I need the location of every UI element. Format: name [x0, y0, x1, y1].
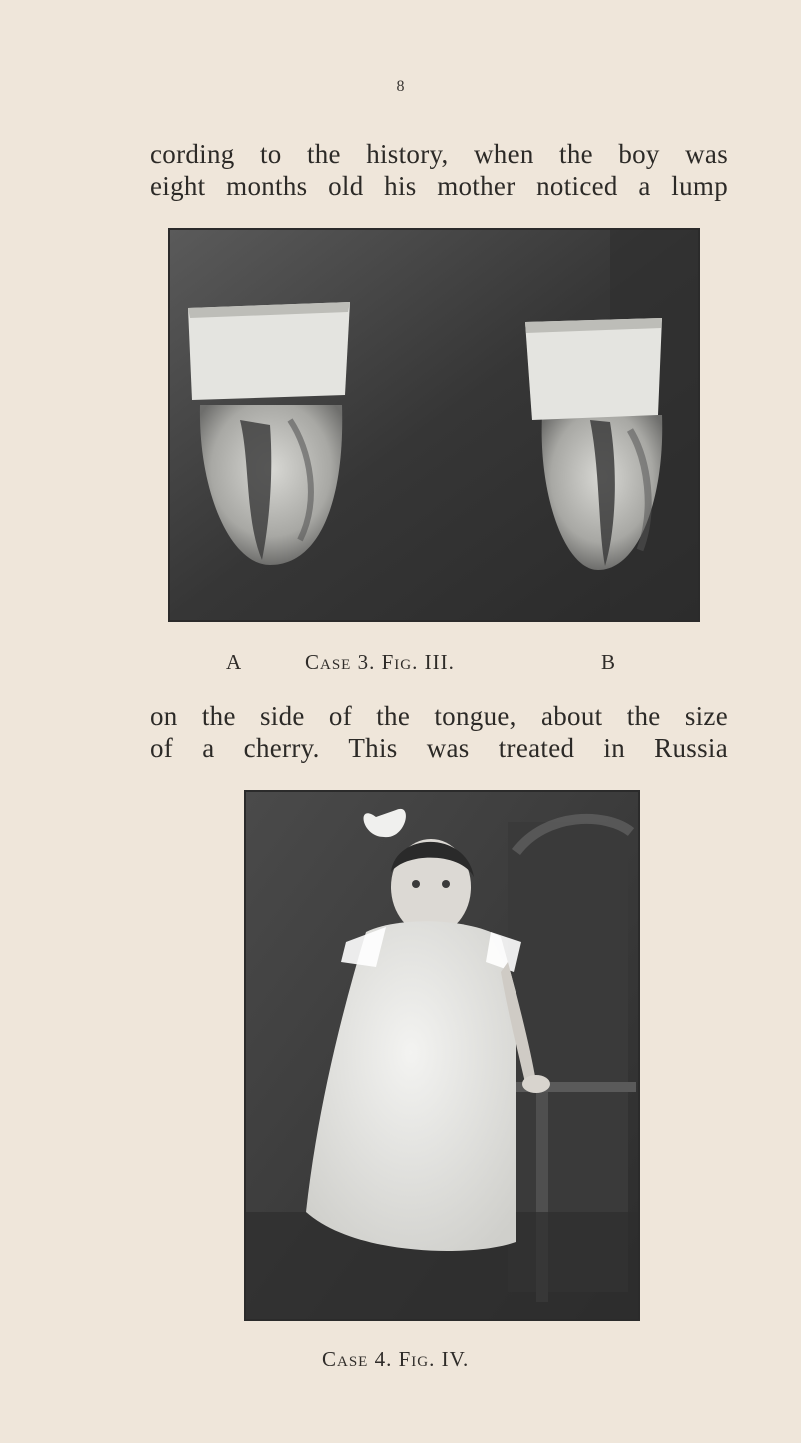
text-line: of a cherry. This was treated in Russia — [150, 733, 728, 763]
text-line: on the side of the tongue, about the size — [150, 701, 728, 731]
text-line: cording to the history, when the boy was — [150, 139, 728, 169]
figure-3-caption: Case 3. Fig. III. — [305, 650, 455, 674]
tongue-specimens-photo — [168, 228, 700, 622]
figure-4-caption: Case 4. Fig. IV. — [322, 1347, 470, 1371]
figure-3-label-a: A — [226, 650, 243, 674]
body-paragraph-1 — [150, 138, 728, 202]
text-line: eight months old his mother noticed a lump — [150, 171, 728, 201]
page-number: 8 — [396, 78, 405, 95]
child-portrait-photo — [244, 790, 640, 1321]
body-paragraph-2 — [150, 700, 728, 764]
figure-3-label-b: B — [601, 650, 617, 674]
